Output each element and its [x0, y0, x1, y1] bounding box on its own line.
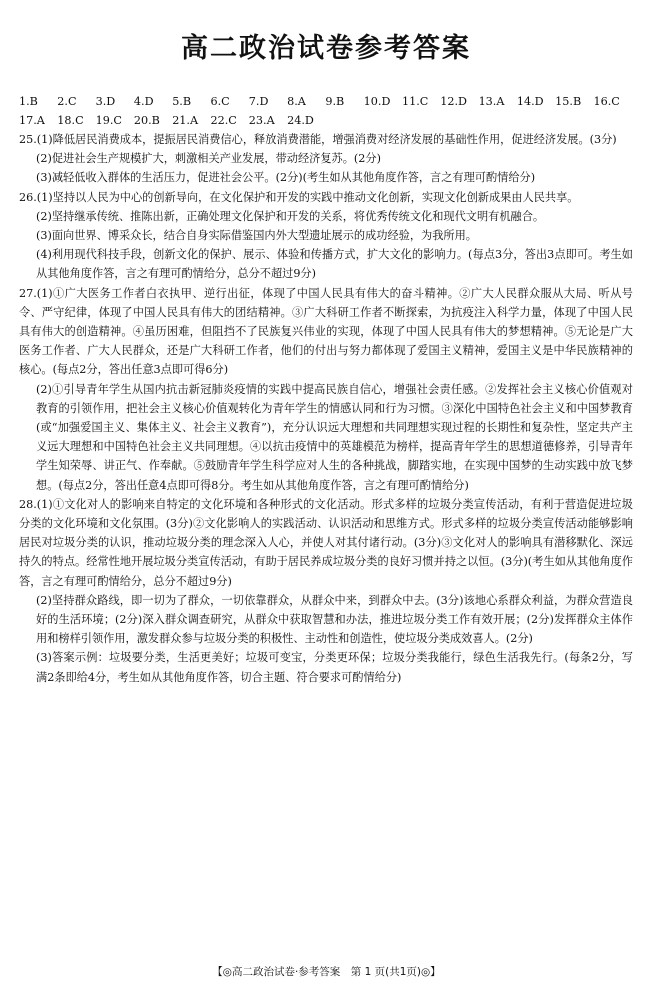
mc-answer: 21.A [172, 114, 199, 127]
q25-part-2: (2)促进社会生产规模扩大，刺激相关产业发展，带动经济复苏。(2分) [36, 152, 381, 166]
mc-answer: 1.B [19, 95, 38, 108]
q28-part-2: (2)坚持群众路线，即一切为了群众，一切依靠群众，从群众中来，到群众中去。(3分)该地心系群众利益，为群众营造良好的生活环境；(2分)深入群众调查研究，从群众中获取智慧和办法，推进垃圾分类工作有效开展；(2分)发挥群众主体作用和榜样引领作用，激发群众参与垃圾分类的积极性、主动性和创造性，使垃圾分类成效喜人。(2分) [36, 593, 633, 646]
mc-answer: 8.A [287, 95, 306, 108]
mc-answer: 20.B [133, 114, 160, 127]
q28-part-1: 28.(1)①文化对人的影响来自特定的文化环境和各种形式的文化活动。形式多样的垃圾分类宣传活动，有利于营造促进垃圾分类的文化环境和文化氛围。(3分)②文化影响人的实践活动、认识活动和思维方式。形式多样的垃圾分类宣传活动能够影响居民对垃圾分类的认识，推动垃圾分类的理念深入人心，并使人对其付诸行动。(3分)③文化对人的影响具有潜移默化、深远持久的特点。经常性地开展垃圾分类宣传活动，有助于居民养成垃圾分类的良好习惯并持之以恒。(3分)(考生如从其他角度作答，言之有理可酌情给分，总分不超过9分) [19, 497, 633, 588]
multiple-choice-answers [19, 92, 633, 130]
mc-row-2 [19, 111, 633, 130]
q26-part-3: (3)面向世界、博采众长，结合自身实际借鉴国内外大型遗址展示的成功经验，为我所用。 [36, 229, 477, 243]
mc-answer: 9.B [325, 95, 345, 108]
mc-answer: 24.D [287, 114, 314, 127]
page-footer: 【◎高二政治试卷·参考答案 第 1 页(共1页)◎】 [212, 966, 441, 978]
q25-part-1: 25.(1)降低居民消费成本，提振居民消费信心，释放消费潜能，增强消费对经济发展的基础性作用，促进经济发展。(3分) [19, 133, 617, 146]
mc-answer: 14.D [516, 95, 544, 108]
mc-answer: 18.C [57, 114, 84, 127]
mc-answer: 22.C [210, 114, 237, 127]
mc-answer: 23.A [248, 114, 275, 127]
question-28 [19, 495, 633, 687]
question-26 [19, 188, 633, 284]
question-27 [19, 284, 633, 495]
q27-part-2: (2)①引导青年学生从国内抗击新冠肺炎疫情的实践中提高民族自信心，增强社会责任感。②发挥社会主义核心价值观对教育的引领作用，把社会主义核心价值观转化为青年学生的情感认同和行为习惯。③深化中国特色社会主义和中国梦教育(或“加强爱国主义、集体主义、社会主义教育”)，充分认识远大理想和共同理想实现过程的长期性和复杂性，坚定共产主义远大理想和中国特色社会主义共同理想。④以抗击疫情中的英雄模范为榜样，提高青年学生的思想道德修养，引导青年学生知荣辱、讲正气、作奉献。⑤鼓励青年学生科学应对人生的各种挑战，脚踏实地，在实现中国梦的生动实践中放飞梦想。(每点2分，答出任意4点即可得8分。考生如从其他角度作答，言之有理可酌情给分) [36, 382, 633, 492]
mc-answer: 11.C [401, 95, 429, 108]
mc-answer: 7.D [248, 95, 269, 108]
mc-answer: 2.C [57, 95, 77, 108]
mc-answer: 6.C [210, 95, 230, 108]
question-25 [19, 130, 633, 188]
mc-answer: 12.D [440, 95, 468, 108]
page-title: 高二政治试卷参考答案 [181, 33, 471, 64]
mc-answer: 10.D [363, 95, 391, 108]
mc-answer: 4.D [133, 95, 154, 108]
mc-answer: 5.B [172, 95, 192, 108]
q26-part-1: 26.(1)坚持以人民为中心的创新导向，在文化保护和开发的实践中推动文化创新，实现文化创新成果由人民共享。 [19, 190, 579, 204]
q28-part-3: (3)答案示例：垃圾要分类，生活更美好；垃圾可变宝，分类更环保；垃圾分类我能行，绿色生活我先行。(每条2分，写满2条即给4分，考生如从其他角度作答，切合主题、符合要求可酌情给分) [36, 651, 633, 684]
mc-answer: 16.C [593, 95, 620, 108]
mc-answer: 15.B [555, 95, 582, 108]
mc-answer: 3.D [95, 95, 116, 108]
mc-answer: 17.A [19, 114, 45, 127]
q26-part-4: (4)利用现代科技手段，创新文化的保护、展示、体验和传播方式，扩大文化的影响力。(每点3分，答出3点即可。考生如从其他角度作答，言之有理可酌情给分，总分不超过9分) [36, 248, 633, 281]
mc-row-1 [19, 92, 633, 111]
mc-answer: 13.A [478, 95, 505, 108]
q26-part-2: (2)坚持继承传统、推陈出新，正确处理文化保护和开发的关系，将优秀传统文化和现代文明有机融合。 [36, 209, 545, 223]
mc-answer: 19.C [95, 114, 122, 127]
q27-part-1: 27.(1)①广大医务工作者白衣执甲、逆行出征，体现了中国人民具有伟大的奋斗精神。②广大人民群众服从大局、听从号令、严守纪律，体现了中国人民具有伟大的团结精神。③广大科研工作者不断探索，为抗疫注入科学力量，体现了中国人民具有伟大的创造精神。④虽历困难，但阻挡不了民族复兴伟业的实现，体现了中国人民具有伟大的梦想精神。⑤无论是广大医务工作者、广大人民群众，还是广大科研工作者，他们的付出与努力都体现了爱国主义精神，爱国主义是中华民族精神的核心。(每点2分，答出任意3点即可得6分) [19, 286, 633, 377]
q25-part-3: (3)减轻低收入群体的生活压力，促进社会公平。(2分)(考生如从其他角度作答，言之有理可酌情给分) [36, 171, 536, 185]
